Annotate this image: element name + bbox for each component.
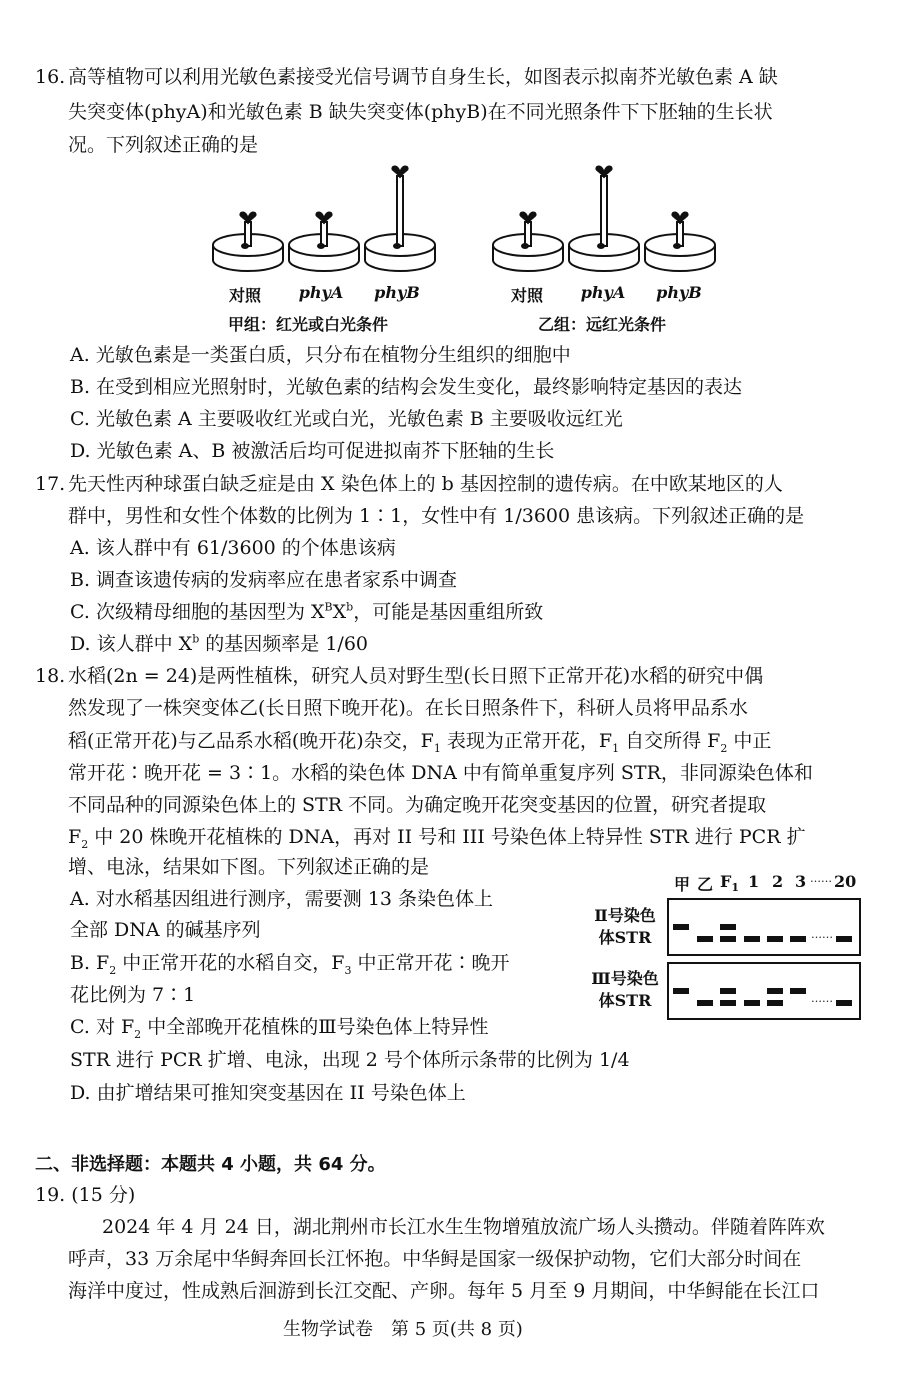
q19-paragraph-line: 呼声，33 万余尾中华鲟奔回长江怀抱。中华鲟是国家一级保护动物，它们大部分时间在 (68, 1248, 802, 1270)
q18-option-b-cont: 花比例为 7∶1 (70, 984, 196, 1006)
q16-stem-line: 高等植物可以利用光敏色素接受光信号调节自身生长，如图表示拟南芥光敏色素 A 缺 (68, 66, 778, 88)
q18-stem-line: 常开花∶晚开花 = 3∶1。水稻的染色体 DNA 中有简单重复序列 STR，非同源染色体和 (68, 762, 813, 784)
q18-option-b: B. $F_2$ 中正常开花的水稻自交，$F_3$ 中正常开花∶晚开 (70, 952, 510, 977)
gel-band (767, 1000, 783, 1006)
gel-band (673, 988, 689, 994)
q18-stem-line: $F_2$ 中 20 株晚开花植株的 DNA，再对 II 号和 III 号染色体上特异性 STR 进行 PCR 扩 (68, 826, 806, 851)
gel-band (744, 1000, 760, 1006)
q17-number: 17. (35, 473, 66, 495)
gel-band (767, 936, 783, 942)
gel-row-label-iii: Ⅲ号染色 体STR (591, 969, 659, 1010)
q18-option-a-cont: 全部 DNA 的碱基序列 (70, 919, 261, 941)
gel-header-3: 3 (795, 872, 807, 891)
q18-stem-line: 然发现了一株突变体乙(长日照下晚开花)。在长日照条件下，科研人员将甲品系水 (68, 697, 748, 719)
q16-option-a: A. 光敏色素是一类蛋白质，只分布在植物分生组织的细胞中 (70, 344, 571, 366)
gel-box-chromosome-ii (667, 898, 861, 956)
q17-option-c: C. 次级精母细胞的基因型为 $X^BX^b$，可能是基因重组所致 (70, 600, 544, 623)
fig-caption-a: 甲组：红光或白光条件 (228, 315, 389, 334)
gel-band (836, 1000, 852, 1006)
gel-dots: …… (811, 992, 833, 1005)
q18-stem-line: 水稻(2n = 24)是两性植株，研究人员对野生型(长日照下正常开花)水稻的研究中偶 (68, 665, 764, 687)
fig-caption-b: 乙组：远红光条件 (538, 315, 667, 334)
q16-option-c: C. 光敏色素 A 主要吸收红光或白光，光敏色素 B 主要吸收远红光 (70, 408, 623, 430)
gel-band (790, 988, 806, 994)
q18-stem-line: 增、电泳，结果如下图。下列叙述正确的是 (68, 856, 430, 878)
gel-header-yi: 乙 (697, 875, 714, 894)
q19-heading: 19. (15 分) (35, 1184, 136, 1206)
q17-option-d: D. 该人群中 $X^b$ 的基因频率是 1/60 (70, 632, 368, 655)
q18-option-c: C. 对 $F_2$ 中全部晚开花植株的Ⅲ号染色体上特异性 (70, 1016, 489, 1041)
q17-option-a: A. 该人群中有 61/3600 的个体患该病 (70, 537, 396, 559)
q19-paragraph-line: 2024 年 4 月 24 日，湖北荆州市长江水生生物增殖放流广场人头攒动。伴随着阵阵欢 (102, 1216, 825, 1238)
q18-stem-line: 不同品种的同源染色体上的 STR 不同。为确定晚开花突变基因的位置，研究者提取 (68, 794, 767, 816)
gel-band (673, 924, 689, 930)
q17-option-b: B. 调查该遗传病的发病率应在患者家系中调查 (70, 569, 458, 591)
gel-header-dots: …… (810, 872, 832, 885)
gel-band (720, 936, 736, 942)
section-heading: 二、非选择题：本题共 4 小题，共 64 分。 (35, 1154, 386, 1175)
q17-stem-line: 群中，男性和女性个体数的比例为 1∶1，女性中有 1/3600 患该病。下列叙述正确的是 (68, 505, 805, 527)
q18-option-a: A. 对水稻基因组进行测序，需要测 13 条染色体上 (70, 888, 494, 910)
q18-stem-line: 稻(正常开花)与乙品系水稻(晚开花)杂交，$F_1$ 表现为正常开花，$F_1$ 自交所得 $F_2$ 中正 (68, 730, 772, 755)
q16-stem-line: 失突变体(phyA)和光敏色素 B 缺失突变体(phyB)在不同光照条件下下胚轴的生长状 (68, 101, 773, 123)
gel-header-2: 2 (772, 872, 784, 891)
fig-label-phyB-a: phyB (374, 283, 420, 302)
fig-label-control-a: 对照 (228, 286, 261, 305)
fig-label-control-b: 对照 (510, 286, 543, 305)
q17-stem-line: 先天性丙种球蛋白缺乏症是由 X 染色体上的 b 基因控制的遗传病。在中欧某地区的人 (68, 473, 783, 495)
gel-header-f1: $F_1$ (720, 872, 740, 895)
q16-option-b: B. 在受到相应光照射时，光敏色素的结构会发生变化，最终影响特定基因的表达 (70, 376, 743, 398)
page-footer: 生物学试卷 第 5 页(共 8 页) (283, 1319, 523, 1340)
gel-header-20: 20 (834, 872, 857, 891)
fig-label-phyA-a: phyA (298, 283, 344, 302)
q16-number: 16. (35, 66, 66, 88)
gel-band (767, 988, 783, 994)
gel-band (720, 1000, 736, 1006)
gel-header-jia: 甲 (674, 875, 691, 894)
seedling-figure (205, 160, 725, 280)
q18-option-c-cont: STR 进行 PCR 扩增、电泳，出现 2 号个体所示条带的比例为 1/4 (70, 1049, 630, 1071)
gel-band (720, 924, 736, 930)
gel-band (744, 936, 760, 942)
q18-option-d: D. 由扩增结果可推知突变基因在 II 号染色体上 (70, 1082, 466, 1104)
q16-option-d: D. 光敏色素 A、B 被激活后均可促进拟南芥下胚轴的生长 (70, 440, 555, 462)
gel-box-chromosome-iii (667, 962, 861, 1020)
gel-dots: …… (811, 928, 833, 941)
q18-number: 18. (35, 665, 66, 687)
q19-paragraph-line: 海洋中度过，性成熟后洄游到长江交配、产卵。每年 5 月至 9 月期间，中华鲟能在长江口 (68, 1280, 820, 1302)
gel-band (720, 988, 736, 994)
gel-row-label-ii: Ⅱ号染色 体STR (594, 906, 656, 947)
fig-label-phyA-b: phyA (580, 283, 626, 302)
q16-stem-line: 况。下列叙述正确的是 (68, 134, 259, 156)
gel-band (836, 936, 852, 942)
gel-band (697, 936, 713, 942)
fig-label-phyB-b: phyB (656, 283, 702, 302)
gel-header-1: 1 (748, 872, 760, 891)
gel-band (697, 1000, 713, 1006)
gel-band (790, 936, 806, 942)
